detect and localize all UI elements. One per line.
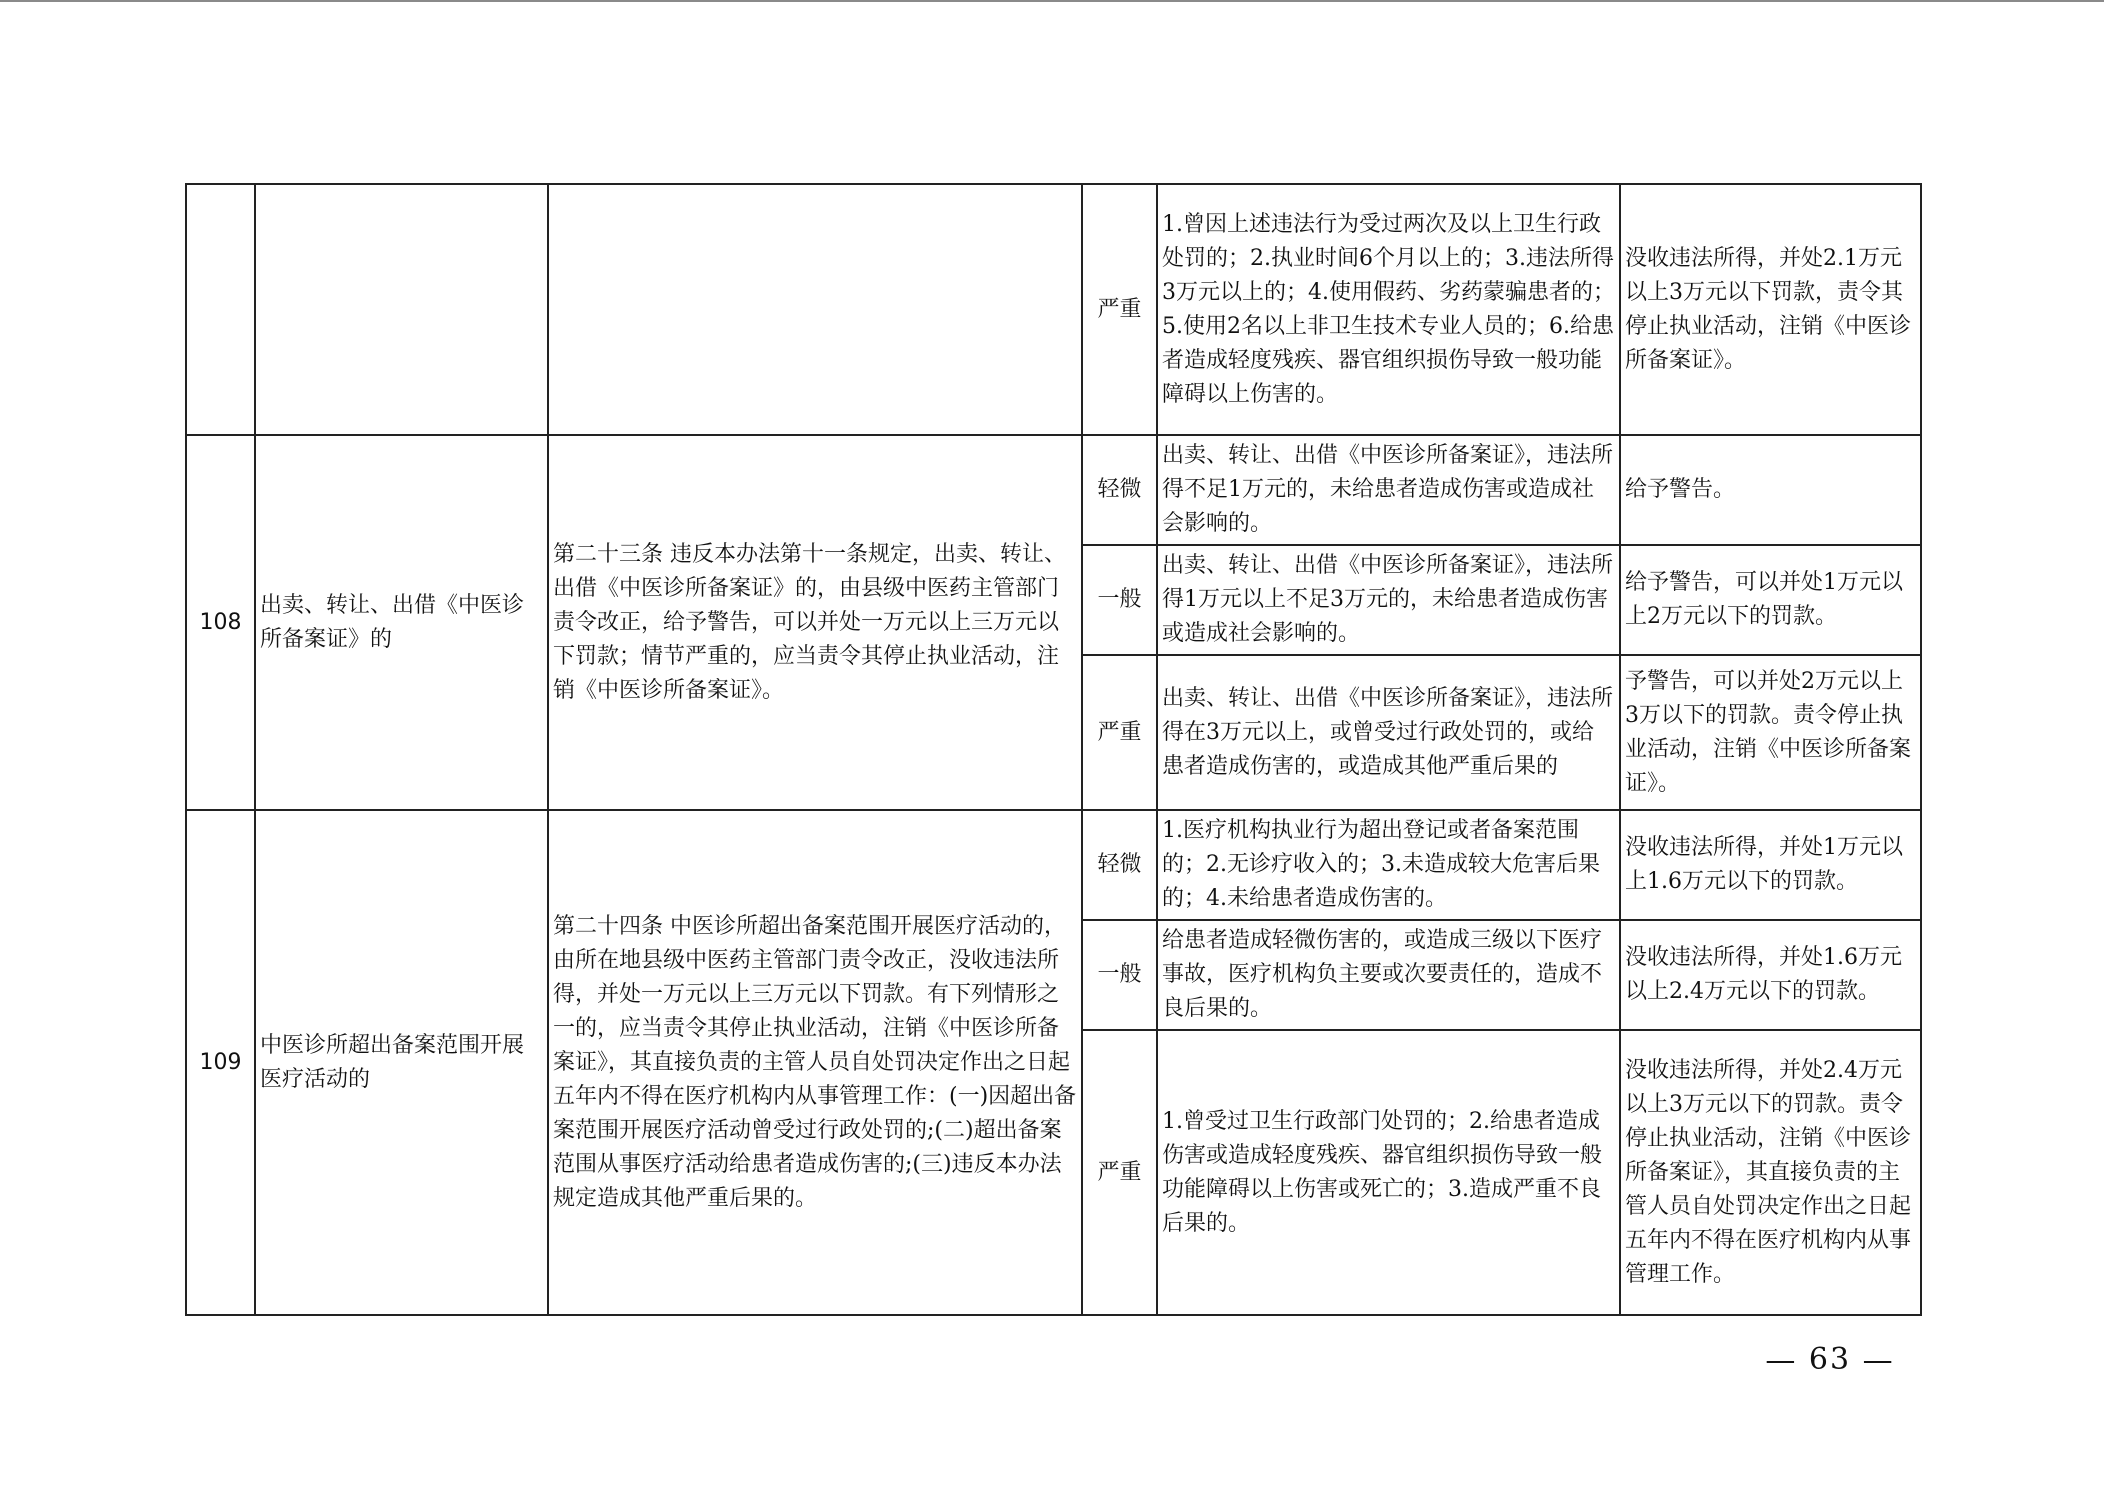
severity-level-cell: 严重 [1082,655,1157,810]
penalty-cell: 没收违法所得，并处2.4万元以上3万元以下的罚款。责令停止执业活动，注销《中医诊所备案证》，其直接负责的主管人员自处罚决定作出之日起五年内不得在医疗机构内从事管理工作。 [1620,1030,1921,1315]
circumstance-cell: 1.医疗机构执业行为超出登记或者备案范围的；2.无诊疗收入的；3.未造成较大危害后果的；4.未给患者造成伤害的。 [1157,810,1620,920]
penalty-cell: 给予警告，可以并处1万元以上2万元以下的罚款。 [1620,545,1921,655]
table-row [186,810,1921,920]
legal-basis-cell: 第二十三条 违反本办法第十一条规定，出卖、转让、出借《中医诊所备案证》的，由县级中医药主管部门责令改正，给予警告，可以并处一万元以上三万元以下罚款；情节严重的，应当责令其停止执业活动，注销《中医诊所备案证》。 [548,435,1082,810]
page-number-left-dash: — [1765,1343,1798,1378]
page-number [1745,1340,1915,1381]
circumstance-cell: 出卖、转让、出借《中医诊所备案证》，违法所得1万元以上不足3万元的，未给患者造成伤害或造成社会影响的。 [1157,545,1620,655]
penalty-cell: 没收违法所得，并处1万元以上1.6万元以下的罚款。 [1620,810,1921,920]
severity-level-cell: 一般 [1082,545,1157,655]
circumstance-cell: 1.曾受过卫生行政部门处罚的；2.给患者造成伤害或造成轻度残疾、器官组织损伤导致一般功能障碍以上伤害或死亡的；3.造成严重不良后果的。 [1157,1030,1620,1315]
circumstance-cell: 1.曾因上述违法行为受过两次及以上卫生行政处罚的；2.执业时间6个月以上的；3.违法所得3万元以上的；4.使用假药、劣药蒙骗患者的；5.使用2名以上非卫生技术专业人员的；6.给患者造成轻度残疾、器官组织损伤导致一般功能障碍以上伤害的。 [1157,184,1620,435]
penalty-cell: 没收违法所得，并处2.1万元以上3万元以下罚款，责令其停止执业活动，注销《中医诊所备案证》。 [1620,184,1921,435]
violation-item-cell: 中医诊所超出备案范围开展医疗活动的 [255,810,548,1315]
circumstance-cell: 给患者造成轻微伤害的，或造成三级以下医疗事故，医疗机构负主要或次要责任的，造成不良后果的。 [1157,920,1620,1030]
page-number-right-dash: — [1862,1343,1895,1378]
row-number-cell: 108 [186,435,255,810]
table-row [186,435,1921,545]
legal-basis-cell: 第二十四条 中医诊所超出备案范围开展医疗活动的，由所在地县级中医药主管部门责令改正，没收违法所得，并处一万元以上三万元以下罚款。有下列情形之一的，应当责令其停止执业活动，注销《中医诊所备案证》，其直接负责的主管人员自处罚决定作出之日起五年内不得在医疗机构内从事管理工作：(一)因超出备案范围开展医疗活动曾受过行政处罚的;(二)超出备案范围从事医疗活动给患者造成伤害的;(三)违反本办法规定造成其他严重后果的。 [548,810,1082,1315]
table-row [186,184,1921,435]
severity-level-cell: 一般 [1082,920,1157,1030]
row-number-cell: 109 [186,810,255,1315]
severity-level-cell: 轻微 [1082,810,1157,920]
penalty-cell: 予警告，可以并处2万元以上3万以下的罚款。责令停止执业活动，注销《中医诊所备案证》。 [1620,655,1921,810]
severity-level-cell: 轻微 [1082,435,1157,545]
row-number-cell [186,184,255,435]
penalty-cell: 没收违法所得，并处1.6万元以上2.4万元以下的罚款。 [1620,920,1921,1030]
circumstance-cell: 出卖、转让、出借《中医诊所备案证》，违法所得在3万元以上，或曾受过行政处罚的，或给患者造成伤害的，或造成其他严重后果的 [1157,655,1620,810]
page-top-border [0,0,2104,2]
page-number-value: 63 [1808,1342,1852,1377]
penalty-cell: 给予警告。 [1620,435,1921,545]
severity-level-cell: 严重 [1082,184,1157,435]
circumstance-cell: 出卖、转让、出借《中医诊所备案证》，违法所得不足1万元的，未给患者造成伤害或造成社会影响的。 [1157,435,1620,545]
violation-item-cell: 出卖、转让、出借《中医诊所备案证》的 [255,435,548,810]
violation-item-cell [255,184,548,435]
penalty-standards-table [185,183,1922,1316]
severity-level-cell: 严重 [1082,1030,1157,1315]
legal-basis-cell [548,184,1082,435]
